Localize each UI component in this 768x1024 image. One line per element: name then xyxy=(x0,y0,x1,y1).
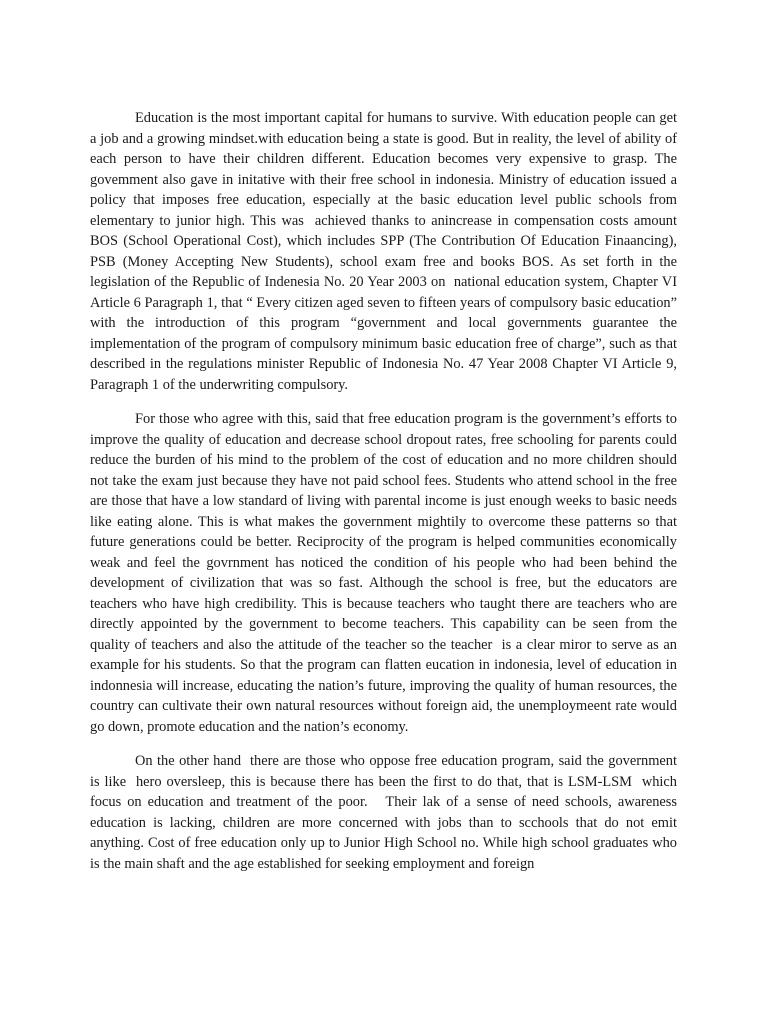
paragraph-opponents: On the other hand there are those who oppose free education program, said the government is like hero oversleep, this is because there has been the first to do that, that is LSM-LSM which focus on education and treatment of the poor. Their lak of a sense of need schools, awareness education is lacking, children are more concerned with jobs than to scchools that do not emit anything. Cost of free education only up to Junior High School no. While high school graduates who is the main shaft and the age established for seeking employment and foreign xyxy=(90,753,681,872)
document-page xyxy=(90,108,681,888)
paragraph-intro: Education is the most important capital for humans to survive. With education people can get a job and a growing mindset.with education being a state is good. But in reality, the level of ability of each person to have their children different. Education becomes very expensive to grasp. The govemment also gave in initative with their free school in indonesia. Ministry of education issued a policy that imposes free education, especially at the basic education level public schools from elementary to junior high. This was achieved thanks to anincrease in compensation costs amount BOS (School Operational Cost), which includes SPP (The Contribution Of Education Finaancing), PSB (Money Accepting New Students), school exam free and books BOS. As set forth in the legislation of the Republic of Indenesia No. 20 Year 2003 on national education system, Chapter VI Article 6 Paragraph 1, that “ Every citizen aged seven to fifteen years of compulsory basic education” with the introduction of this program “government and local governments guarantee the implementation of the program of compulsory minimum basic education free of charge”, such as that described in the regulations minister Republic of Indonesia No. 47 Year 2008 Chapter VI Article 9, Paragraph 1 of the underwriting compulsory. xyxy=(90,110,681,393)
paragraph-supporters: For those who agree with this, said that free education program is the government’s efforts to improve the quality of education and decrease school dropout rates, free schooling for parents could reduce the burden of his mind to the problem of the cost of education and no more children should not take the exam just because they have not paid school fees. Students who attend school in the free are those that have a low standard of living with parental income is just enough weeks to basic needs like eating alone. This is what makes the government mightily to overcome these patterns so that future generations could be better. Reciprocity of the program is helped communities economically weak and feel the govrnment has noticed the condition of his people who had been behind the development of civilization that was so fast. Although the school is free, but the educators are teachers who have high credibility. This is because teachers who taught there are teachers who are directly appointed by the government to become teachers. This capability can be seen from the quality of teachers and also the attitude of the teacher so the teacher is a clear miror to serve as an example for his students. So that the program can flatten eucation in indonesia, level of education in indonnesia will increase, educating the nation’s future, improving the quality of human resources, the country can cultivate their own natural resources without foreign aid, the unemploymeent rate would go down, promote education and the nation’s economy. xyxy=(90,411,681,735)
